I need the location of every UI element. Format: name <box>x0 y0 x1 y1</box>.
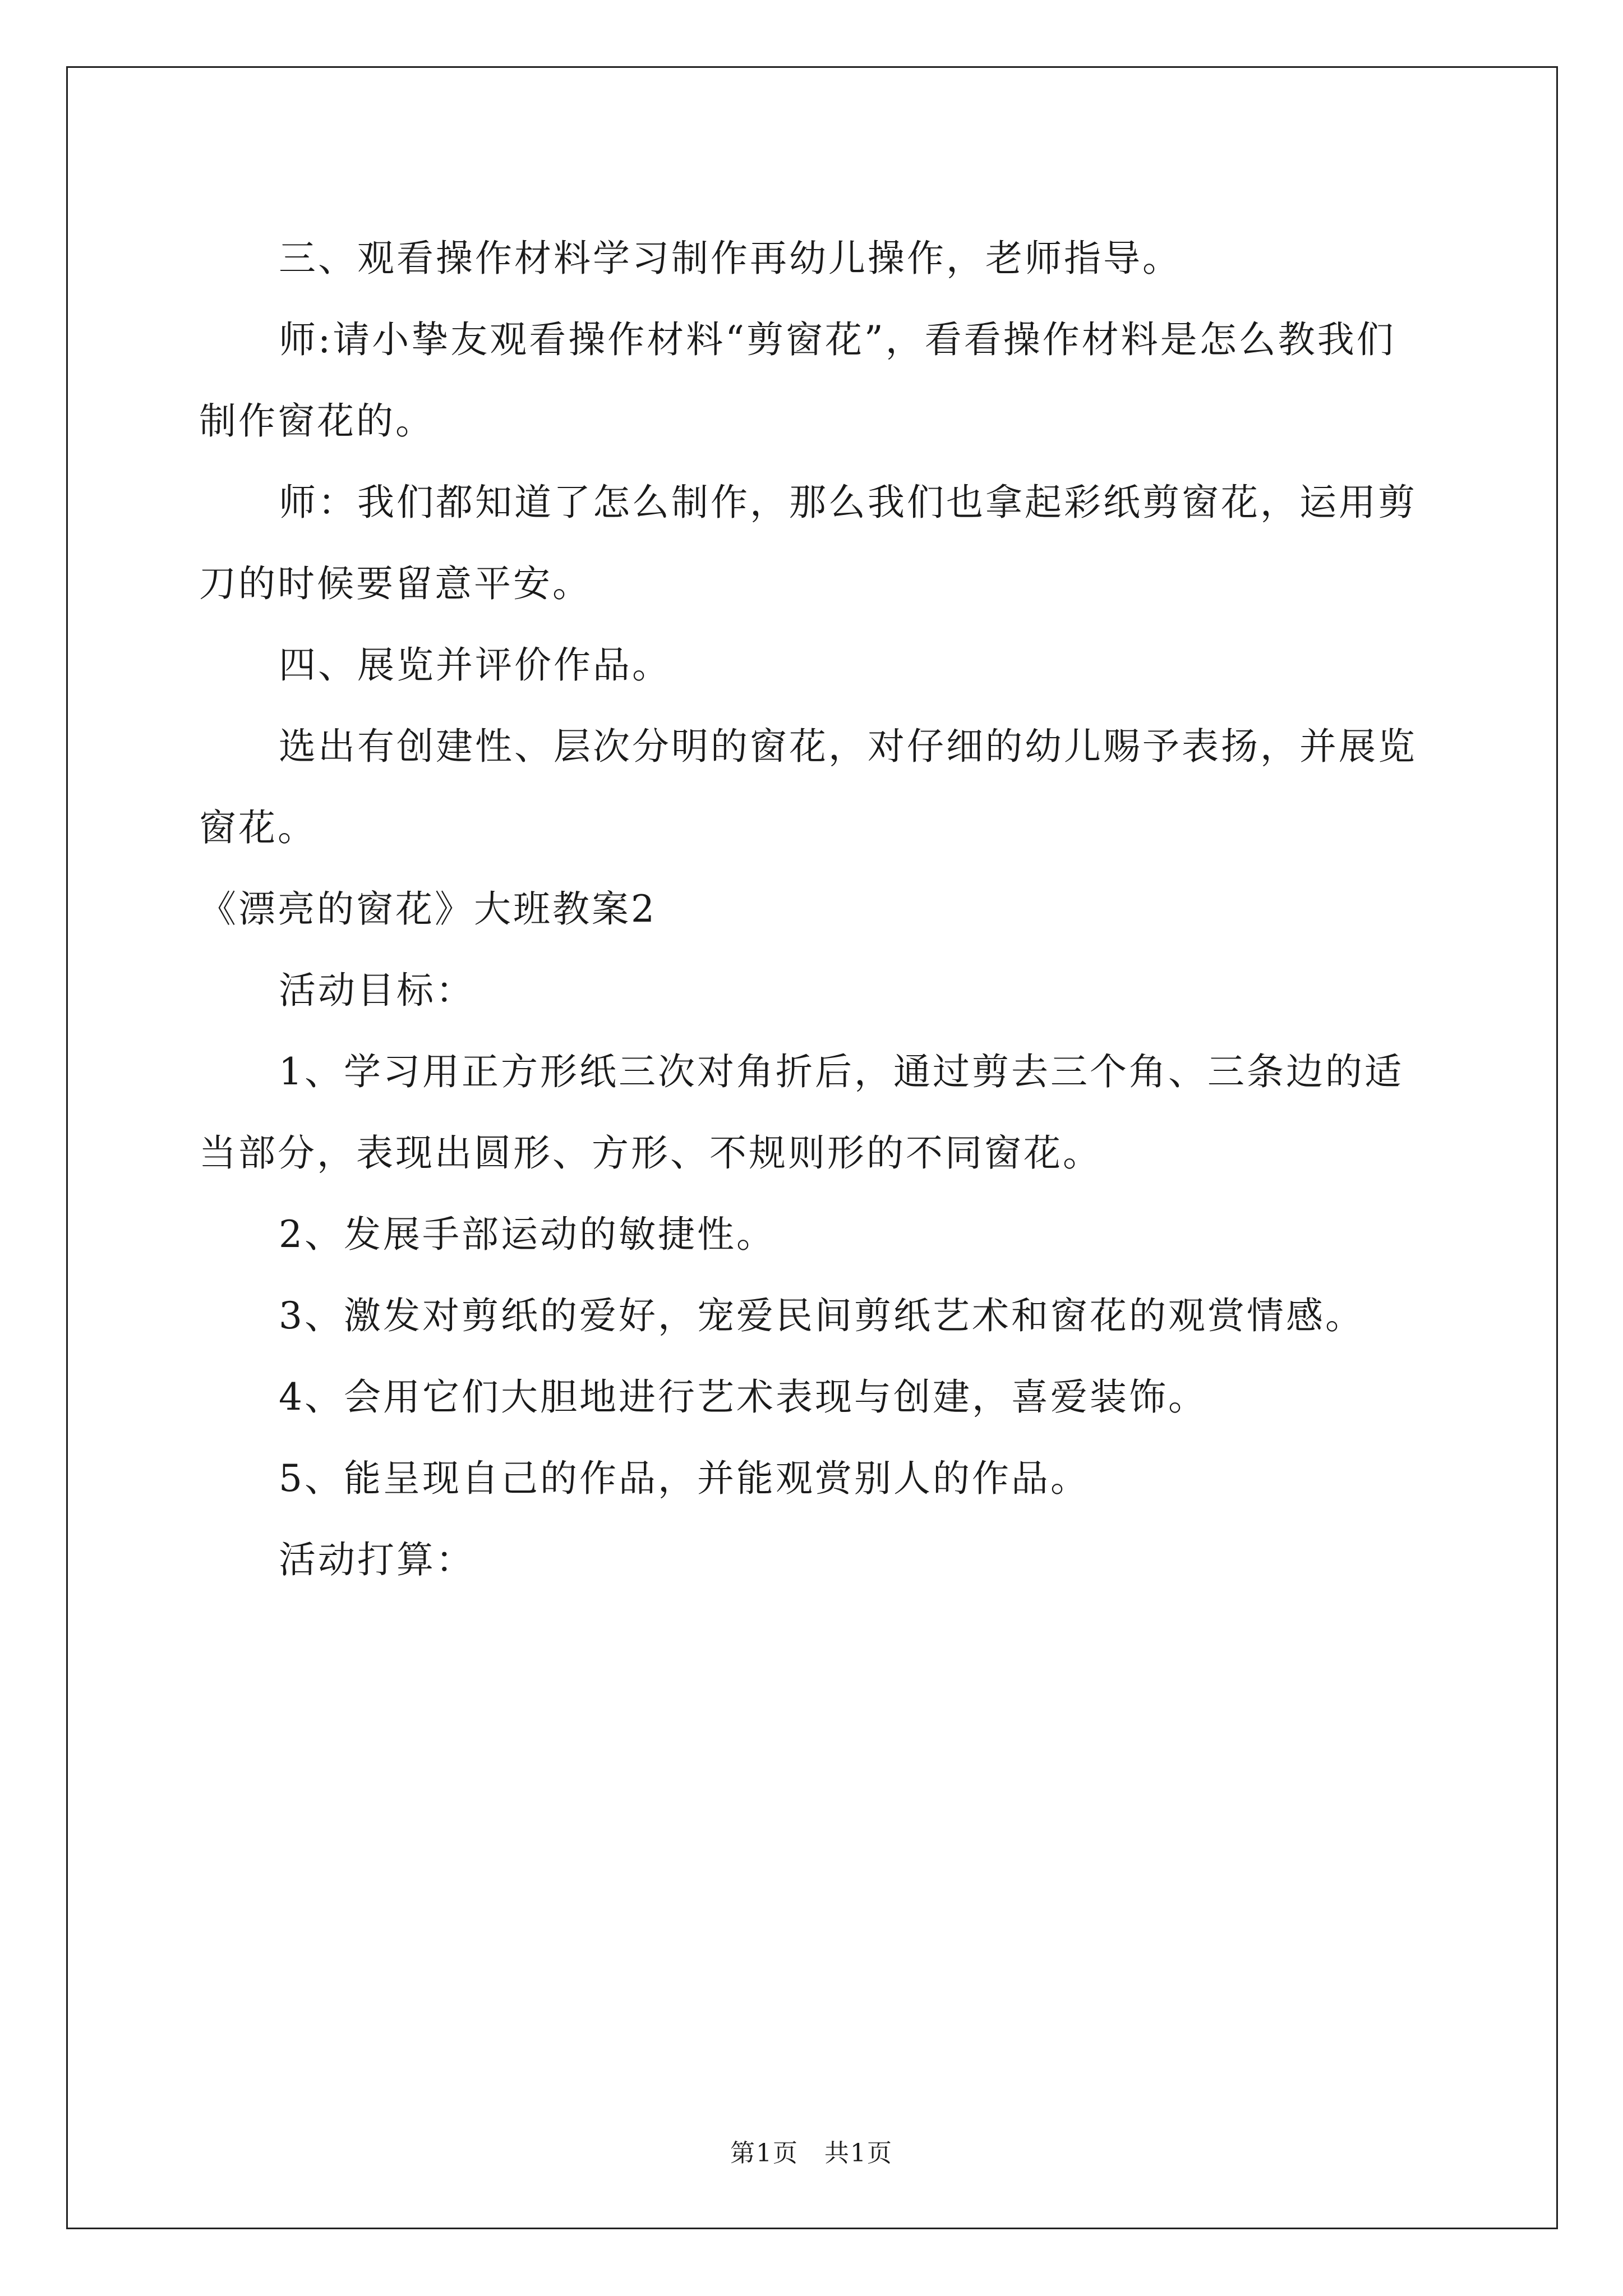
paragraph-teacher-watch: 师:请小挚友观看操作材料“剪窗花”，看看操作材料是怎么教我们制作窗花的。 <box>199 318 1396 443</box>
page-number-footer: 第1页 共1页 <box>730 2139 893 2168</box>
paragraph-step-three: 三、观看操作材料学习制作再幼儿操作，老师指导。 <box>279 237 1182 280</box>
paragraph-goals-label: 活动目标： <box>279 969 475 1012</box>
section-heading: 《漂亮的窗花》大班教案2 <box>199 887 657 931</box>
paragraph-teacher-cut: 师：我们都知道了怎么制作，那么我们也拿起彩纸剪窗花，运用剪刀的时候要留意平安。 <box>199 481 1417 605</box>
document-body <box>199 218 1427 1600</box>
paragraph-goal-3: 3、激发对剪纸的爱好，宠爱民间剪纸艺术和窗花的观赏情感。 <box>279 1294 1364 1337</box>
paragraph-goal-4: 4、会用它们大胆地进行艺术表现与创建，喜爱装饰。 <box>279 1375 1207 1419</box>
paragraph-prep-label: 活动打算： <box>279 1538 475 1581</box>
paragraph-goal-1: 1、学习用正方形纸三次对角折后，通过剪去三个角、三条边的适当部分，表现出圆形、方形、不规则形的不同窗花。 <box>199 1050 1404 1175</box>
paragraph-select-works: 选出有创建性、层次分明的窗花，对仔细的幼儿赐予表扬，并展览窗花。 <box>199 725 1417 849</box>
paragraph-goal-2: 2、发展手部运动的敏捷性。 <box>279 1213 776 1256</box>
paragraph-step-four: 四、展览并评价作品。 <box>279 643 671 687</box>
paragraph-goal-5: 5、能呈现自己的作品，并能观赏别人的作品。 <box>279 1457 1090 1500</box>
